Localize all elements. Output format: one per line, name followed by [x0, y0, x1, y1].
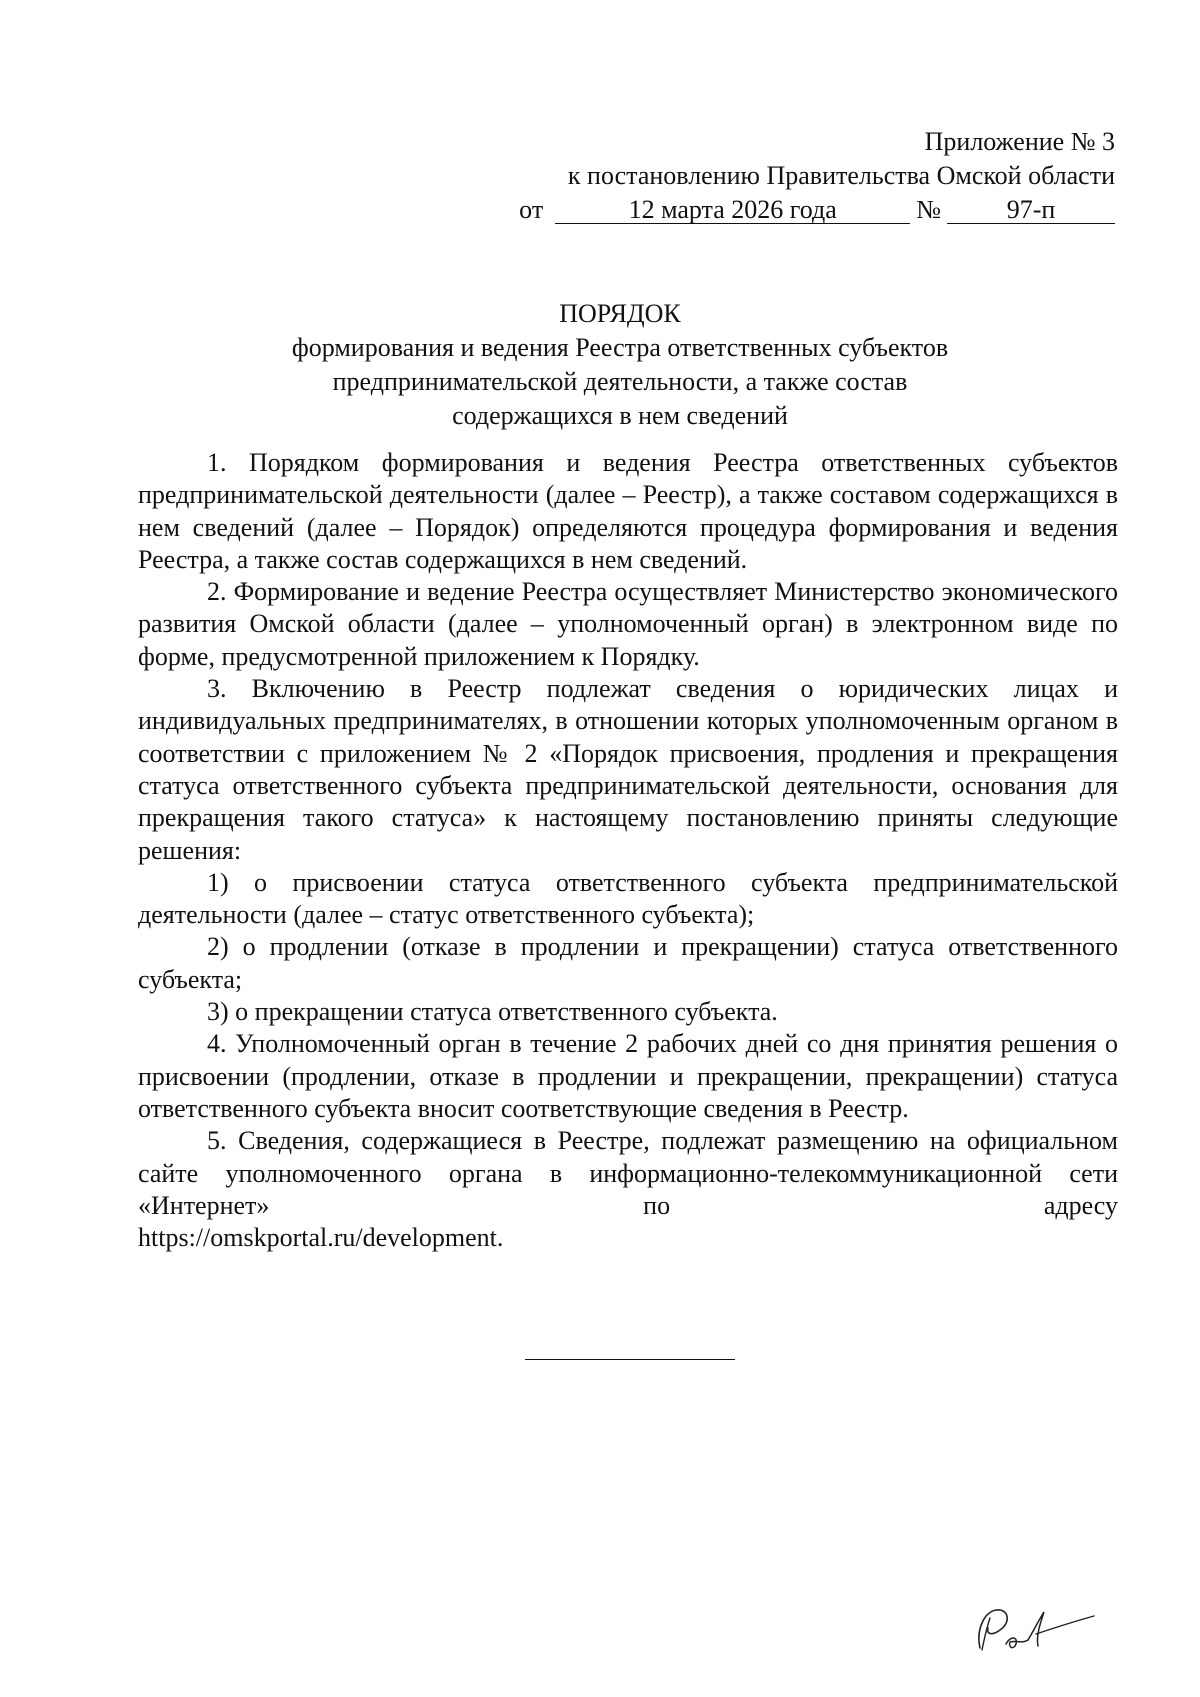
- decree-number: 97-п: [947, 197, 1115, 224]
- decree-date: 12 марта 2026 года: [555, 197, 910, 224]
- paragraph-2: 2. Формирование и ведение Реестра осуществляет Министерство экономического развития Омской области (далее – уполномоченный орган) в электронном виде по форме, предусмотренной приложением к Порядку.: [138, 577, 1118, 671]
- attachment-header: [495, 125, 1115, 227]
- document-body: [138, 447, 1118, 1254]
- paragraph-3-item-2: 2) о продлении (отказе в продлении и прекращении) статуса ответственного субъекта;: [138, 932, 1118, 994]
- decree-date-number-row: [495, 193, 1115, 227]
- paragraph-3-item-1: 1) о присвоении статуса ответственного субъекта предпринимательской деятельности (далее – статус ответственного субъекта);: [138, 867, 1118, 930]
- paragraph-4: 4. Уполномоченный орган в течение 2 рабочих дней со дня принятия решения о присвоении (продлении, отказе в продлении и прекращении, прекращении) статуса ответственного субъекта вносит соответствующие сведения в Реестр.: [138, 1029, 1118, 1123]
- document-subtitle: формирования и ведения Реестра ответственных субъектов предпринимательской деятельности, а также состав содержащихся в нем сведений: [291, 333, 949, 430]
- document-title-block: [130, 297, 1110, 433]
- paragraph-1: 1. Порядком формирования и ведения Реестра ответственных субъектов предпринимательской деятельности (далее – Реестр), а также составом содержащихся в нем сведений (далее – Порядок) определяются процедура формирования и ведения Реестра, а также состав содержащихся в нем сведений.: [138, 448, 1118, 574]
- paragraph-3-item-3: 3) о прекращении статуса ответственного субъекта.: [207, 997, 778, 1027]
- paragraph-5-url: https://omskportal.ru/development.: [138, 1223, 504, 1253]
- attachment-reference: к постановлению Правительства Омской области: [567, 161, 1115, 190]
- paragraph-5: 5. Сведения, содержащиеся в Реестре, подлежат размещению на официальном сайте уполномоченного органа в информационно-телекоммуникационной сети «Интернет» по адресу: [138, 1126, 1118, 1220]
- number-sign: №: [916, 195, 941, 224]
- attachment-number: Приложение № 3: [924, 127, 1115, 156]
- document-title: ПОРЯДОК: [559, 299, 681, 328]
- paragraph-3: 3. Включению в Реестр подлежат сведения о юридических лицах и индивидуальных предпринимателях, в отношении которых уполномоченным органом в соответствии с приложением № 2 «Порядок присвоения, продления и прекращения статуса ответственного субъекта предпринимательской деятельности, основания для прекращения такого статуса» к настоящему постановлению приняты следующие решения:: [138, 674, 1118, 865]
- from-label: от: [519, 195, 544, 224]
- handwritten-signature: [970, 1600, 1100, 1660]
- closing-separator: [525, 1359, 735, 1360]
